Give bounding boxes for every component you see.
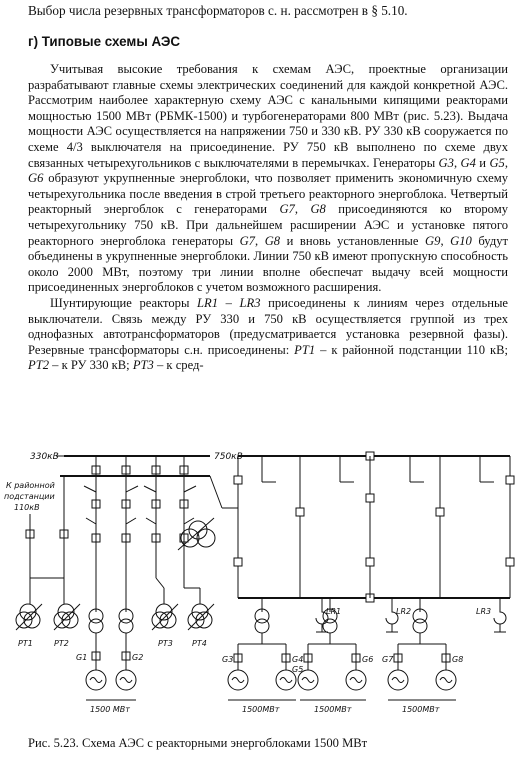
- bus-750-label: 750кВ: [214, 452, 243, 462]
- reserve-transformers: [16, 578, 214, 648]
- text-run: Шунтирующие реакторы: [50, 295, 198, 310]
- designation: РТ1: [294, 342, 316, 357]
- text-run: и вновь установленные: [280, 233, 426, 248]
- substation-label-line1: К районной: [6, 481, 55, 490]
- lr3-label: LR3: [476, 607, 492, 616]
- g7-label: G7: [382, 655, 394, 664]
- substation-label-line2: подстанции: [4, 492, 55, 501]
- text-run: Учитывая высокие требования к схемам АЭС, проектные организации разрабатывают главные схемы электрических соединений для каждой конкретной АЭС. Рассмотрим наиболее характерную схему АЭС с канальными кипящими реакторами мощностью 1500 МВт (РБМК-1500) и турбогенераторами 800 МВт (рис. 5.23). Выдача мощности АЭС осуществляется на напряжении 750 и 330 кВ. РУ 330 кВ сооружается по схеме 4/3 выключателя на присоединение. РУ 750 кВ выполнено по схеме двух связанных четырехугольников с выключателями в перемычках. Генераторы: [28, 62, 508, 170]
- text-run: присоединяются ко второму четырехугольнику 750 кВ. При дальнейшем расширении АЭС и установке пятого реакторного энергоблока генераторы: [28, 202, 508, 248]
- designation: G5: [489, 155, 505, 170]
- designation: G3: [438, 155, 454, 170]
- text-run: будут объединены в укрупненные энергоблоки. Линии 750 кВ имеют пропускную способность около 2000 МВт, поэтому три линии вполне обеспечат выдачу всей мощности присоединенных энергоблоков с учетом возможного расширения.: [28, 233, 509, 295]
- g6-label: G6: [362, 655, 374, 664]
- designation: G8: [310, 202, 326, 217]
- text-run: образуют укрупненные энергоблоки, что позволяет применить экономичную схему четырехугольника после введения в строй третьего реакторного энергоблока. Четвертый реакторный энергоблок с генераторами: [28, 171, 508, 217]
- designation: G8: [264, 233, 281, 248]
- g4-label: G4: [292, 655, 304, 664]
- lr1-label: LR1: [326, 607, 342, 616]
- g3-label: G3: [222, 655, 234, 664]
- text-run: – к районной подстанции 110 кВ;: [315, 342, 508, 357]
- g5-label: G5: [292, 665, 304, 674]
- designation: РТ3: [132, 358, 154, 373]
- designation: G9: [425, 233, 441, 248]
- rt1-label: РТ1: [18, 639, 33, 648]
- designation: G7: [279, 202, 295, 217]
- designation: LR1 – LR3: [197, 295, 261, 310]
- bus-750: [214, 452, 514, 602]
- g2-label: G2: [132, 653, 144, 662]
- rt3-label: РТ3: [158, 639, 173, 648]
- bus-330-label: 330кВ: [30, 452, 59, 462]
- rt4-label: РТ4: [192, 639, 207, 648]
- g8-label: G8: [452, 655, 464, 664]
- text-run: ,: [453, 155, 461, 170]
- autotransformer-group: [178, 476, 238, 550]
- designation: G6: [28, 171, 44, 186]
- designation: G7: [239, 233, 255, 248]
- text-run: ,: [440, 233, 451, 248]
- generator-units-750: [222, 598, 463, 714]
- section-heading: г) Типовые схемы АЭС: [28, 34, 181, 49]
- text-run: ,: [504, 155, 508, 170]
- figure-caption: Рис. 5.23. Схема АЭС с реакторными энергоблоками 1500 МВт: [28, 736, 368, 750]
- power-label-2: 1500МВт: [242, 705, 280, 714]
- body-text: [28, 62, 508, 374]
- designation: РТ2: [28, 358, 49, 373]
- text-run: – к сред-: [153, 358, 204, 373]
- text-run: – к РУ 330 кВ;: [49, 358, 133, 373]
- shunt-reactors: [316, 598, 506, 632]
- substation-label-line3: 110кВ: [14, 503, 40, 512]
- g1-label: G1: [76, 653, 88, 662]
- text-run: ,: [294, 202, 311, 217]
- power-label-3: 1500МВт: [314, 705, 352, 714]
- designation: G4: [460, 155, 476, 170]
- power-label-1: 1500 МВт: [90, 705, 130, 714]
- rt2-label: РТ2: [54, 639, 69, 648]
- generator-units-330: [76, 578, 143, 714]
- bus-330: [30, 452, 210, 476]
- top-line: Выбор числа резервных трансформаторов с. н. рассмотрен в § 5.10.: [28, 3, 408, 18]
- power-label-4: 1500МВт: [402, 705, 440, 714]
- text-run: и: [475, 155, 490, 170]
- aes-schematic: [0, 448, 526, 730]
- text-run: присоединены к линиям через отдельные выключатели. Связь между РУ 330 и 750 кВ осуществляется группой из трех однофазных автотрансформаторов (предусматривается установка резервной фазы). Резервные трансформаторы с.н. присоединены:: [28, 295, 508, 357]
- substation-feed: [4, 476, 68, 598]
- paragraph-1: [28, 62, 508, 296]
- paragraph-2: [28, 296, 508, 374]
- text-run: ,: [254, 233, 265, 248]
- designation: G10: [450, 233, 472, 248]
- figure-5-23: [0, 448, 526, 730]
- lr2-label: LR2: [396, 607, 412, 616]
